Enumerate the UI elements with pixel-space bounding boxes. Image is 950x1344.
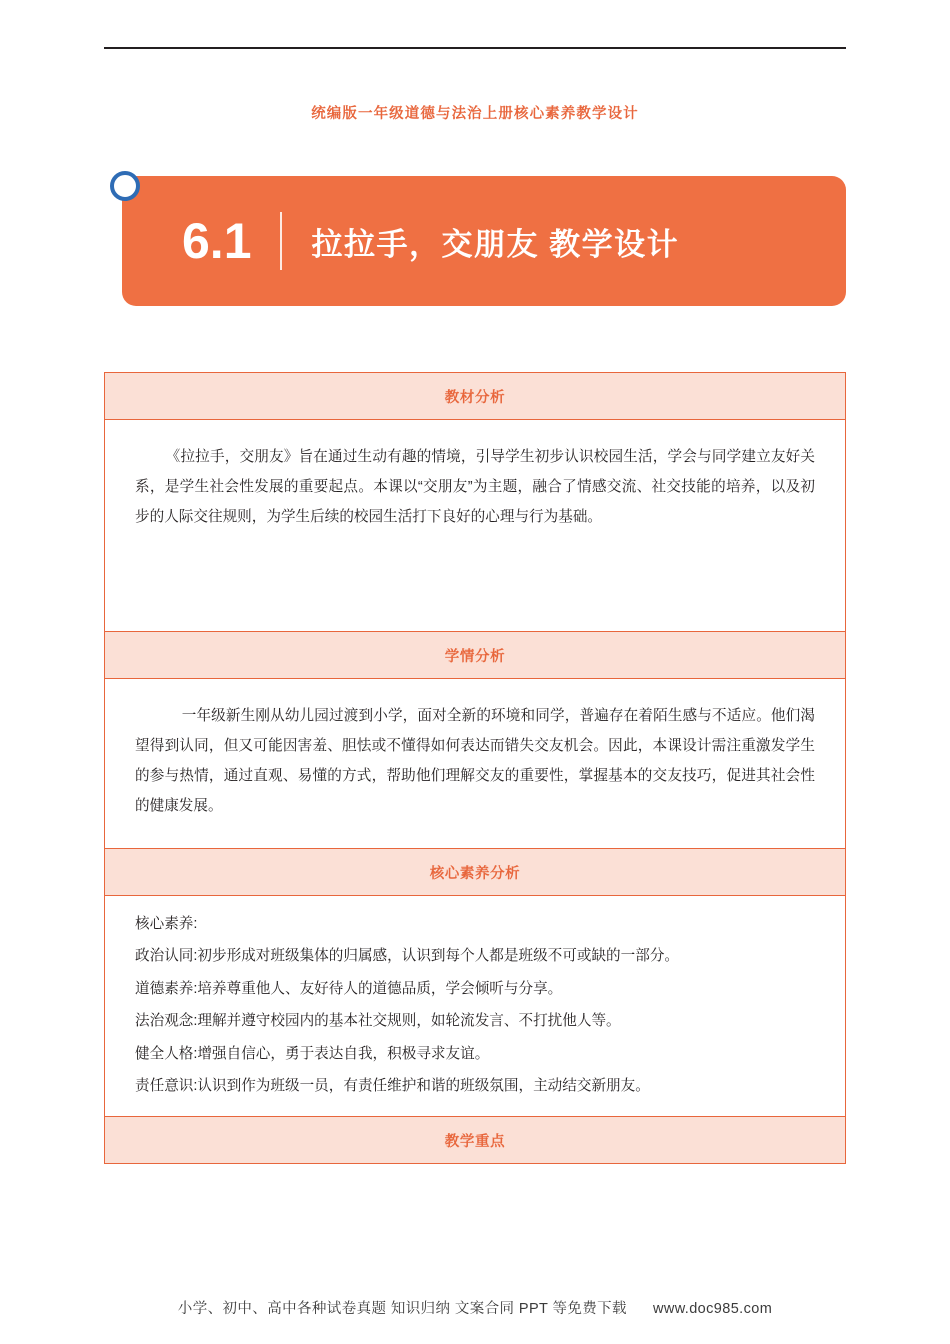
content-table <box>104 372 846 1164</box>
document-subtitle: 统编版一年级道德与法治上册核心素养教学设计 <box>311 106 639 122</box>
list-item: 道德素养:培养尊重他人、友好待人的道德品质，学会倾听与分享。 <box>135 980 563 997</box>
lesson-title: 拉拉手，交朋友 教学设计 <box>311 226 680 262</box>
section-heading-teaching-focus: 教学重点 <box>105 1117 845 1164</box>
lesson-number: 6.1 <box>182 213 252 269</box>
title-banner <box>122 176 846 306</box>
paragraph: 《拉拉手，交朋友》旨在通过生动有趣的情境，引导学生初步认识校园生活，学会与同学建立友好关系，是学生社会性发展的重要起点。本课以“交朋友”为主题，融合了情感交流、社交技能的培养，以及初步的人际交往规则，为学生后续的校园生活打下良好的心理与行为基础。 <box>135 449 815 526</box>
paragraph: 一年级新生刚从幼儿园过渡到小学，面对全新的环境和同学，普遍存在着陌生感与不适应。他们渴望得到认同，但又可能因害羞、胆怯或不懂得如何表达而错失交友机会。因此，本课设计需注重激发学生的参与热情，通过直观、易懂的方式，帮助他们理解交友的重要性，掌握基本的交友技巧，促进其社会性的健康发展。 <box>135 708 815 815</box>
section-heading-student-analysis: 学情分析 <box>105 632 845 679</box>
list-item: 核心素养: <box>135 916 198 932</box>
header-divider <box>104 47 846 49</box>
section-heading-textbook-analysis: 教材分析 <box>105 373 845 420</box>
section-heading-core-competency: 核心素养分析 <box>105 849 845 896</box>
list-item: 责任意识:认识到作为班级一员，有责任维护和谐的班级氛围，主动结交新朋友。 <box>135 1077 650 1094</box>
section-body-textbook-analysis <box>105 420 845 632</box>
page-footer <box>0 1297 950 1318</box>
decorative-circle-icon <box>110 171 140 201</box>
banner-separator <box>280 212 282 270</box>
section-body-core-competency <box>105 896 845 1117</box>
footer-site: www.doc985.com <box>652 1301 773 1317</box>
section-body-student-analysis <box>105 679 845 849</box>
list-item: 健全人格:增强自信心，勇于表达自我，积极寻求友谊。 <box>135 1045 490 1062</box>
list-item: 法治观念:理解并遵守校园内的基本社交规则，如轮流发言、不打扰他人等。 <box>135 1013 621 1030</box>
list-item: 政治认同:初步形成对班级集体的归属感，认识到每个人都是班级不可或缺的一部分。 <box>135 948 680 965</box>
footer-text: 小学、初中、高中各种试卷真题 知识归纳 文案合同 PPT 等免费下载 <box>177 1301 627 1317</box>
